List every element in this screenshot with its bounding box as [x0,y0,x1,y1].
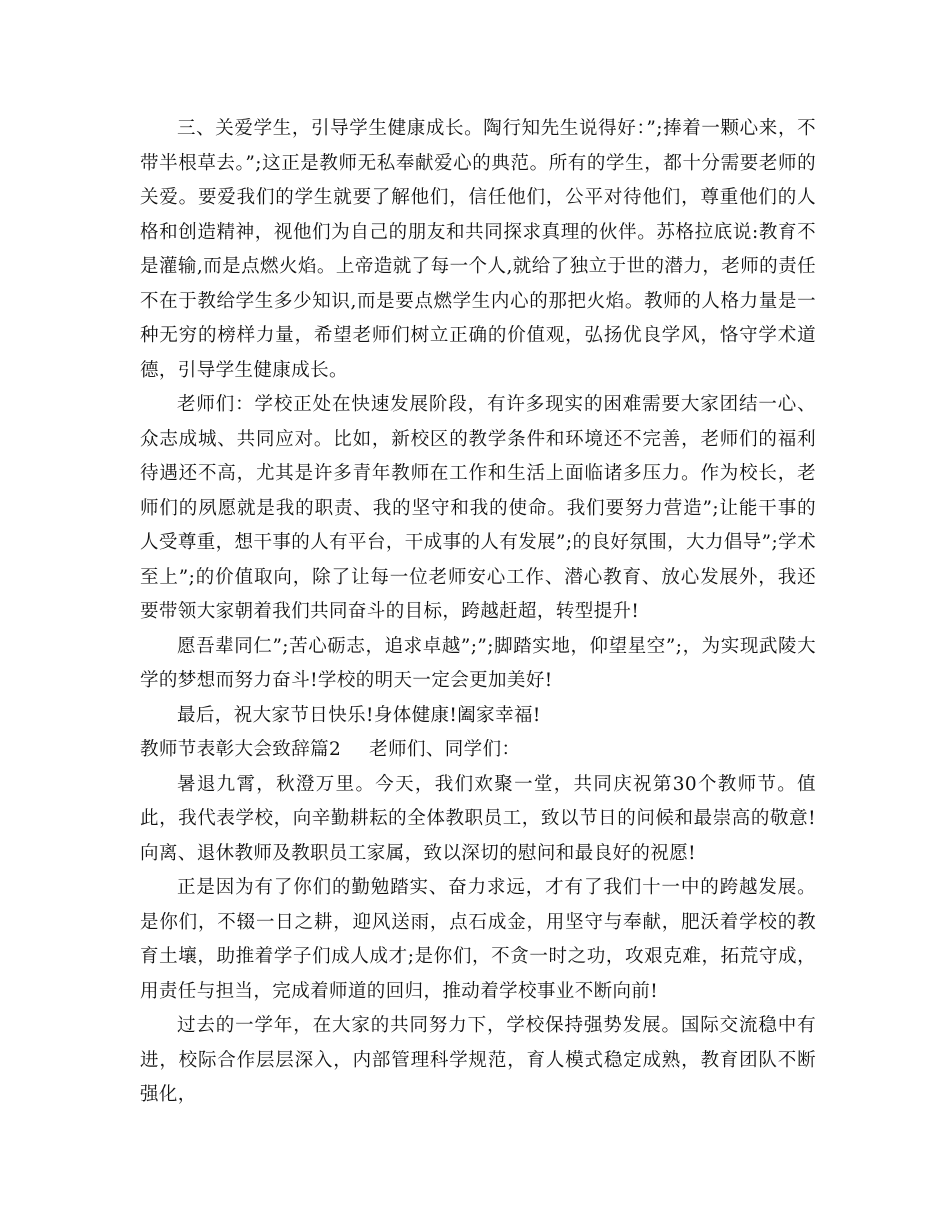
paragraph-gratitude: 正是因为有了你们的勤勉踏实、奋力求远，才有了我们十一中的跨越发展。是你们，不辍一日之耕，迎风送雨，点石成金，用坚守与奉献，肥沃着学校的教育土壤，助推着学子们成人成才;是你们，不贪一时之功，攻艰克难，拓荒守成，用责任与担当，完成着师道的回归，推动着学校事业不断向前! [140,877,816,1002]
paragraph-past-year: 过去的一学年，在大家的共同努力下，学校保持强势发展。国际交流稳中有进，校际合作层层深入，内部管理科学规范，育人模式稳定成熟，教育团队不断强化， [140,1015,816,1105]
section-heading-line [140,733,816,768]
paragraph-care-for-students: 三、关爱学生，引导学生健康成长。陶行知先生说得好：”;捧着一颗心来，不带半根草去。”;这正是教师无私奉献爱心的典范。所有的学生，都十分需要老师的关爱。要爱我们的学生就要了解他们，信任他们，公平对待他们，尊重他们的人格和创造精神，视他们为自己的朋友和共同探求真理的伙伴。苏格拉底说:教育不是灌输,而是点燃火焰。上帝造就了每一个人,就给了独立于世的潜力，老师的责任不在于教给学生多少知识,而是要点燃学生内心的那把火焰。教师的人格力量是一种无穷的榜样力量，希望老师们树立正确的价值观，弘扬优良学风，恪守学术道德，引导学生健康成长。 [140,118,816,381]
document-page [140,112,816,1113]
paragraph-teachers-address: 老师们：学校正处在快速发展阶段，有许多现实的困难需要大家团结一心、众志成城、共同应对。比如，新校区的教学条件和环境还不完善，老师们的福利待遇还不高，尤其是许多青年教师在工作和生活上面临诸多压力。作为校长，老师们的夙愿就是我的职责、我的坚守和我的使命。我们要努力营造”;让能干事的人受尊重，想干事的人有平台，干成事的人有发展”;的良好氛围，大力倡导”;学术至上”;的价值取向，除了让每一位老师安心工作、潜心教育、放心发展外，我还要带领大家朝着我们共同奋斗的目标，跨越赶超，转型提升! [140,394,816,622]
paragraph-closing-wishes: 最后，祝大家节日快乐!身体健康!阖家幸福! [177,704,541,726]
salutation: 老师们、同学们： [369,739,521,760]
paragraph-aspiration: 愿吾辈同仁”;苦心砺志，追求卓越”;”;脚踏实地，仰望星空”;，为实现武陵大学的梦想而努力奋斗!学校的明天一定会更加美好! [140,635,816,691]
paragraph-teachers-day-greeting: 暑退九霄，秋澄万里。今天，我们欢聚一堂，共同庆祝第30个教师节。值此，我代表学校，向辛勤耕耘的全体教职员工，致以节日的问候和最崇高的敬意!向离、退休教师及教职员工家属，致以深切的慰问和最良好的祝愿! [140,773,816,864]
section-title: 教师节表彰大会致辞篇2 [140,739,342,760]
